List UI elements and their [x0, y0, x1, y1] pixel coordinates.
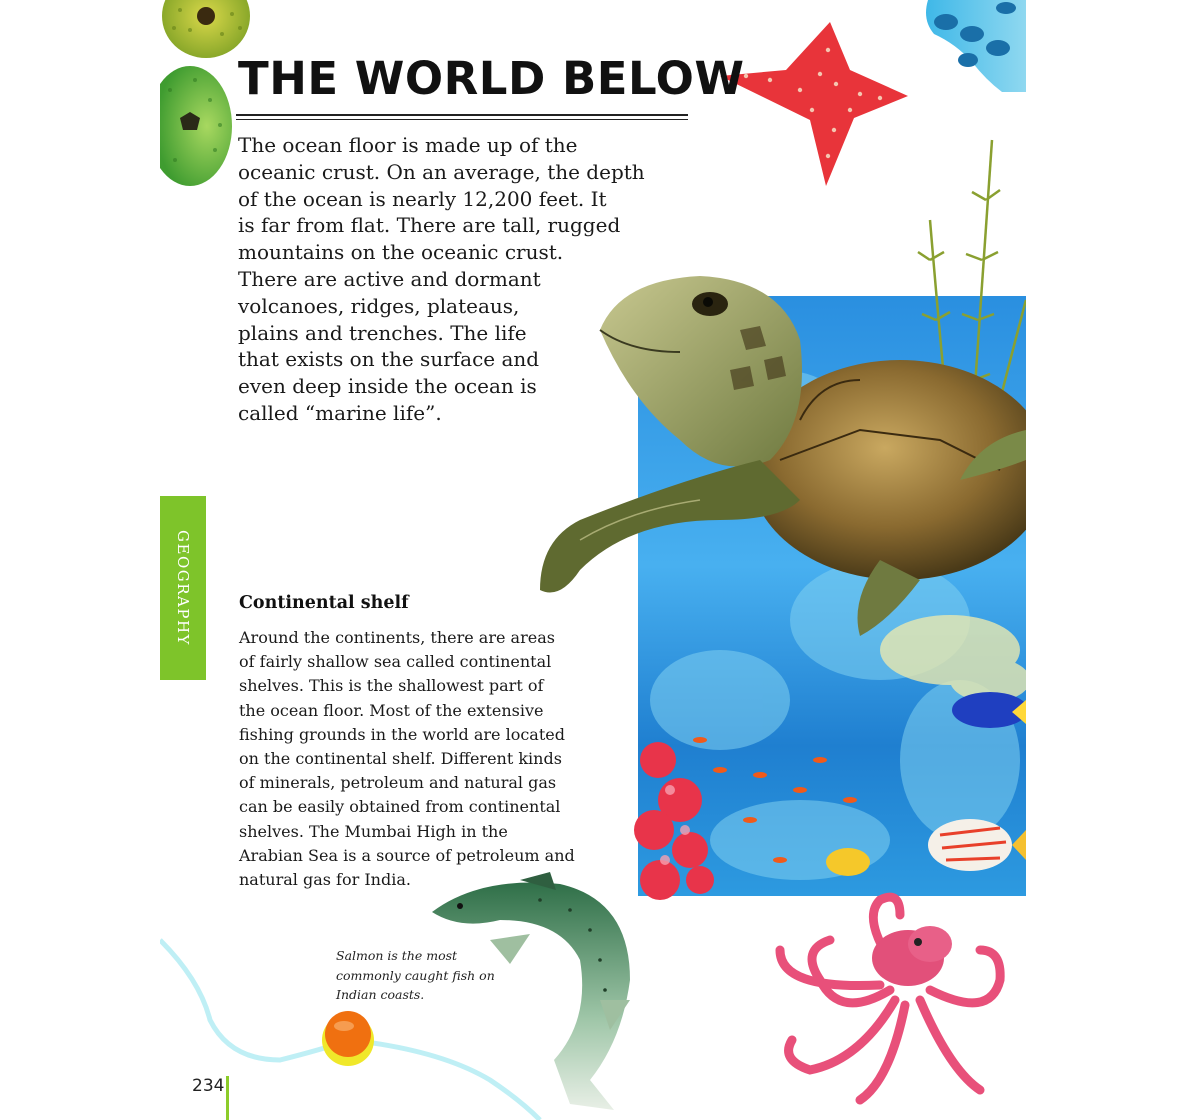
intro-line: that exists on the surface and [238, 347, 540, 372]
section-heading: Continental shelf [239, 593, 409, 613]
section-tab [160, 496, 206, 680]
octopus-icon [780, 897, 1000, 1100]
caption-line: commonly caught fish on [336, 967, 495, 983]
shelf-line: shelves. This is the shallowest part of [239, 676, 544, 696]
shelf-line: on the continental shelf. Different kinds [239, 749, 562, 769]
intro-line: is far from flat. There are tall, rugged [238, 213, 621, 238]
salmon-caption [336, 946, 495, 1005]
intro-line: There are active and dormant [238, 266, 541, 291]
intro-line: plains and trenches. The life [238, 320, 527, 345]
page-number-bar [226, 1076, 229, 1120]
shelf-line: Arabian Sea is a source of petroleum and [239, 845, 575, 865]
sea-urchin-yellow-icon [162, 0, 250, 58]
shelf-paragraph [239, 626, 619, 892]
shelf-line: of fairly shallow sea called continental [239, 652, 552, 672]
intro-line: The ocean floor is made up of the [238, 133, 578, 157]
shelf-line: natural gas for India. [239, 870, 411, 890]
title-underline [236, 114, 688, 116]
shelf-line: the ocean floor. Most of the extensive [239, 700, 544, 720]
intro-paragraph [238, 132, 678, 427]
shelf-line: of minerals, petroleum and natural gas [239, 773, 557, 793]
intro-line: of the ocean is nearly 12,200 feet. It [238, 186, 607, 211]
intro-line: volcanoes, ridges, plateaus, [238, 293, 520, 318]
page-title: THE WORLD BELOW [238, 52, 745, 105]
intro-line: called “marine life”. [238, 400, 442, 425]
caption-line: Indian coasts. [336, 987, 425, 1002]
title-underline-thin [236, 119, 688, 120]
section-tab-label: GEOGRAPHY [174, 530, 192, 646]
shelf-line: shelves. The Mumbai High in the [239, 821, 508, 841]
page-number: 234 [192, 1076, 225, 1096]
octopus-head [872, 926, 952, 986]
intro-line: even deep inside the ocean is [238, 374, 537, 399]
tube-coral-icon [926, 0, 1026, 92]
shelf-line: fishing grounds in the world are located [239, 724, 565, 744]
caption-line: Salmon is the most [336, 948, 458, 963]
shelf-line: Around the continents, there are areas [239, 628, 555, 647]
sea-urchin-green-icon [160, 60, 232, 190]
intro-line: oceanic crust. On an average, the depth [238, 159, 645, 184]
intro-line: mountains on the oceanic crust. [238, 240, 564, 265]
shelf-line: can be easily obtained from continental [239, 797, 561, 817]
book-page [160, 0, 1026, 1120]
starfish-icon [720, 22, 908, 186]
